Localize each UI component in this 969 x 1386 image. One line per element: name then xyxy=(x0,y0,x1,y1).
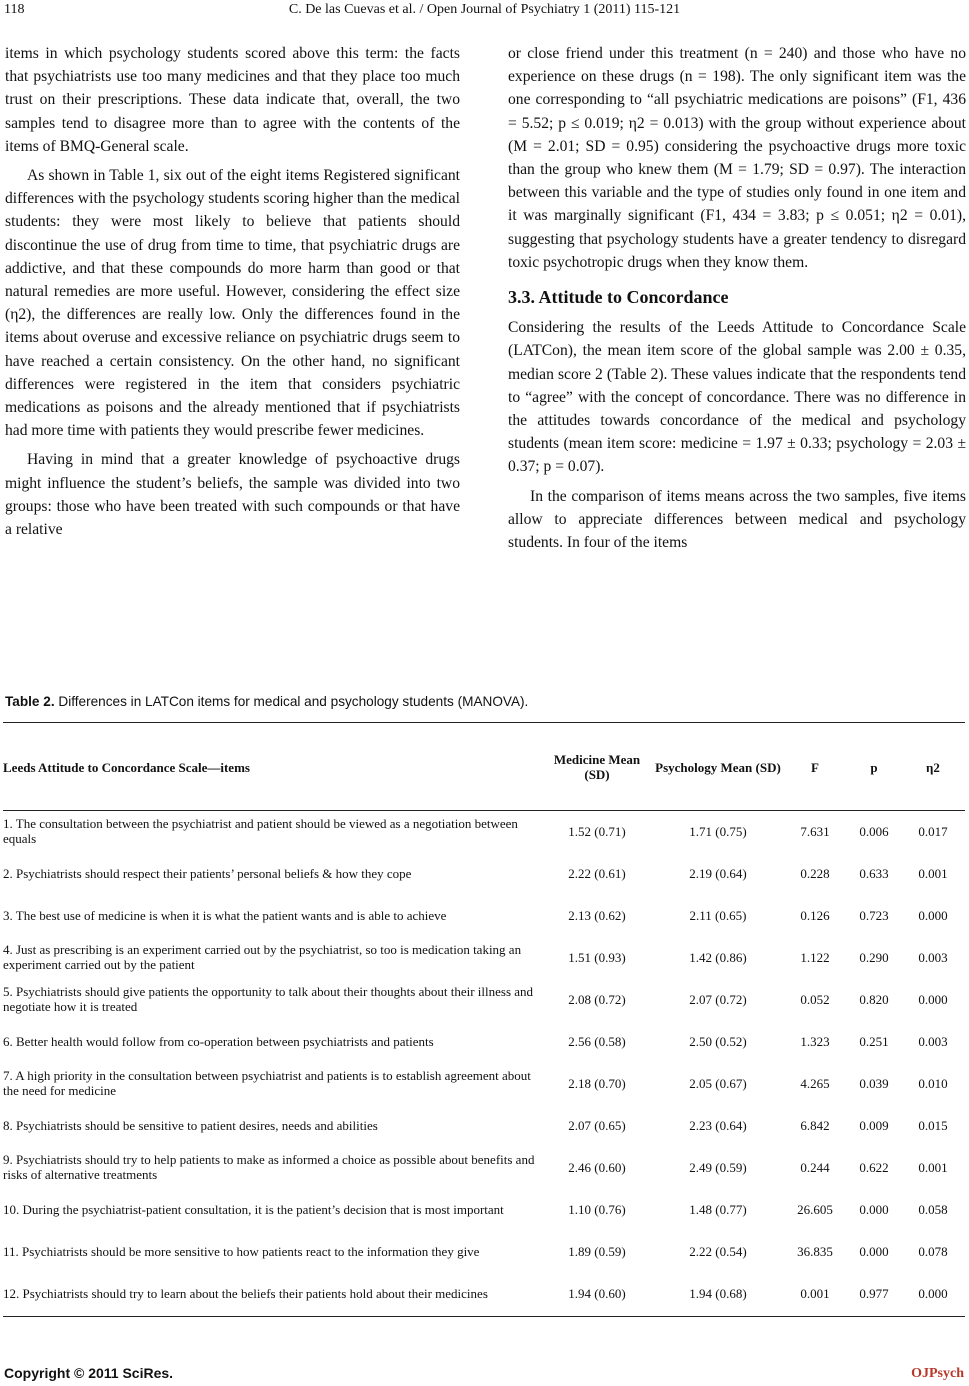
table-row xyxy=(3,1146,965,1188)
cell-f-value: 1.323 xyxy=(800,1033,830,1049)
table-body xyxy=(3,810,965,1314)
cell-psychology-mean: 1.48 (0.77) xyxy=(689,1201,747,1217)
cell-f-value: 36.835 xyxy=(797,1243,833,1259)
right-paragraph-2: Considering the results of the Leeds Attitude to Concordance Scale (LATCon), the mean item score of the global sample was 2.00 ± 0.35, median score 2 (Table 2). These values indicate that the respondents tend to “agree” with the concept of concordance. There was no difference in the attitudes towards concordance of the medical and psychology students (mean item score: medicine = 1.97 ± 0.33; psychology = 2.03 ± 0.37; p = 0.07). xyxy=(508,319,966,476)
left-paragraph-1: items in which psychology students scored above this term: the facts that psychiatrists use too many medicines and that they place too much trust on their prescriptions. These data indicate that, overall, the two samples tend to disagree more than to agree with the contents of the items of BMQ-General scale. xyxy=(5,45,460,155)
cell-eta-squared: 0.000 xyxy=(918,991,948,1007)
cell-item: 7. A high priority in the consultation between psychiatrist and patients is to establish agreement about the need for medicine xyxy=(3,1068,531,1098)
table-row xyxy=(3,1104,965,1146)
cell-p-value: 0.977 xyxy=(859,1285,889,1301)
cell-psychology-mean: 1.71 (0.75) xyxy=(689,823,747,839)
cell-medicine-mean: 2.18 (0.70) xyxy=(568,1075,626,1091)
cell-f-value: 0.244 xyxy=(800,1159,830,1175)
running-head: C. De las Cuevas et al. / Open Journal of Psychiatry 1 (2011) 115-121 xyxy=(288,2,681,17)
right-paragraph-1: or close friend under this treatment (n = 240) and those who have no experience on these drugs (n = 198). The only significant item was the one corresponding to “all psychiatric medications are poisons” (F1, 436 = 5.52; p ≤ 0.019; η2 = 0.013) with the group without experience about (M = 2.01; SD = 0.95) considering the psychoactive drugs more toxic than the group who knew them (M = 1.79; SD = 0.97). The interaction between this variable and the type of studies only found in one item and it was marginally significant (F1, 434 = 3.83; p ≤ 0.051; η2 = 0.01), suggesting that psychology students have a greater tendency to disregard toxic psychotropic drugs when they know them. xyxy=(508,45,966,271)
table-row xyxy=(3,1188,965,1230)
cell-p-value: 0.009 xyxy=(859,1117,889,1133)
cell-p-value: 0.723 xyxy=(859,907,889,923)
table-row xyxy=(3,978,965,1020)
cell-f-value: 6.842 xyxy=(800,1117,830,1133)
table-row xyxy=(3,894,965,936)
cell-eta-squared: 0.001 xyxy=(918,1159,948,1175)
cell-item: 6. Better health would follow from co-operation between psychiatrists and patients xyxy=(3,1033,434,1049)
cell-psychology-mean: 2.07 (0.72) xyxy=(689,991,747,1007)
cell-eta-squared: 0.078 xyxy=(918,1243,948,1259)
table-row xyxy=(3,852,965,894)
cell-p-value: 0.039 xyxy=(859,1075,889,1091)
cell-medicine-mean: 2.07 (0.65) xyxy=(568,1117,626,1133)
cell-item: 3. The best use of medicine is when it is what the patient wants and is able to achieve xyxy=(3,907,447,923)
cell-eta-squared: 0.000 xyxy=(918,907,948,923)
cell-p-value: 0.000 xyxy=(859,1243,889,1259)
cell-eta-squared: 0.015 xyxy=(918,1117,948,1133)
header-psychology: Psychology Mean (SD) xyxy=(655,759,781,775)
cell-medicine-mean: 1.51 (0.93) xyxy=(568,949,626,965)
cell-medicine-mean: 1.52 (0.71) xyxy=(568,823,626,839)
section-heading: 3.3. Attitude to Concordance xyxy=(508,287,729,308)
table-caption-label: Table 2. xyxy=(5,694,55,709)
cell-psychology-mean: 2.22 (0.54) xyxy=(689,1243,747,1259)
left-paragraph-2: As shown in Table 1, six out of the eight items Registered significant differences with the psychology students scoring higher than the medical students: they were most likely to believe that patients should discontinue the use of drug from time to time, that psychiatric drugs are addictive, and that these compounds do more harm than good or that natural remedies are more useful. However, considering the effect size (η2), the differences are really low. Only the differences found in the items about overuse and excessive reliance on psychiatric drugs seem to have reached a certain consistency. On the other hand, no significant differences were registered in the item that considers psychiatric medications as poisons and the already mentioned that if psychiatrists had more time with patients they would prescribe fewer medicines. xyxy=(5,167,460,440)
header-items: Leeds Attitude to Concordance Scale—items xyxy=(3,759,250,775)
cell-f-value: 26.605 xyxy=(797,1201,833,1217)
table-caption-text: Differences in LATCon items for medical and psychology students (MANOVA). xyxy=(58,694,529,709)
table-row xyxy=(3,1062,965,1104)
table-row xyxy=(3,810,965,852)
cell-psychology-mean: 2.19 (0.64) xyxy=(689,865,747,881)
table-top-rule xyxy=(3,722,965,723)
cell-item: 9. Psychiatrists should try to help patients to make as informed a choice as possible about benefits and risks of alternative treatments xyxy=(3,1152,535,1182)
cell-medicine-mean: 2.13 (0.62) xyxy=(568,907,626,923)
cell-medicine-mean: 2.08 (0.72) xyxy=(568,991,626,1007)
cell-f-value: 1.122 xyxy=(800,949,830,965)
copyright-notice: Copyright © 2011 SciRes. xyxy=(4,1365,174,1381)
table-header-rule xyxy=(3,810,965,811)
page-header xyxy=(0,0,969,30)
cell-item: 12. Psychiatrists should try to learn about the beliefs their patients hold about their medicines xyxy=(3,1285,488,1301)
cell-psychology-mean: 1.94 (0.68) xyxy=(689,1285,747,1301)
cell-medicine-mean: 2.46 (0.60) xyxy=(568,1159,626,1175)
header-medicine: Medicine Mean (SD) xyxy=(553,752,641,782)
cell-psychology-mean: 2.49 (0.59) xyxy=(689,1159,747,1175)
left-column xyxy=(5,42,460,541)
table-row xyxy=(3,1020,965,1062)
table-caption xyxy=(5,694,965,709)
cell-psychology-mean: 2.11 (0.65) xyxy=(689,907,747,923)
cell-p-value: 0.000 xyxy=(859,1201,889,1217)
table-bottom-rule xyxy=(3,1316,965,1317)
cell-medicine-mean: 2.56 (0.58) xyxy=(568,1033,626,1049)
table-row xyxy=(3,1230,965,1272)
cell-eta-squared: 0.010 xyxy=(918,1075,948,1091)
table-row xyxy=(3,936,965,978)
cell-item: 1. The consultation between the psychiatrist and patient should be viewed as a negotiation between equals xyxy=(3,816,518,846)
table-header-row xyxy=(3,724,965,810)
cell-p-value: 0.251 xyxy=(859,1033,889,1049)
cell-eta-squared: 0.001 xyxy=(918,865,948,881)
cell-medicine-mean: 1.89 (0.59) xyxy=(568,1243,626,1259)
header-p: p xyxy=(870,759,878,775)
right-column xyxy=(508,42,966,554)
cell-psychology-mean: 2.05 (0.67) xyxy=(689,1075,747,1091)
cell-p-value: 0.290 xyxy=(859,949,889,965)
cell-f-value: 0.001 xyxy=(800,1285,830,1301)
cell-item: 4. Just as prescribing is an experiment carried out by the psychiatrist, so too is medication taking an experiment carried out by the patient xyxy=(3,942,522,972)
journal-abbrev: OJPsych xyxy=(911,1366,964,1381)
cell-eta-squared: 0.003 xyxy=(918,1033,948,1049)
cell-item: 8. Psychiatrists should be sensitive to patient desires, needs and abilities xyxy=(3,1117,378,1133)
header-eta: η2 xyxy=(926,759,940,775)
cell-p-value: 0.633 xyxy=(859,865,889,881)
cell-f-value: 7.631 xyxy=(800,823,830,839)
cell-f-value: 4.265 xyxy=(800,1075,830,1091)
cell-eta-squared: 0.017 xyxy=(918,823,948,839)
cell-eta-squared: 0.058 xyxy=(918,1201,948,1217)
cell-p-value: 0.006 xyxy=(859,823,889,839)
cell-medicine-mean: 1.94 (0.60) xyxy=(568,1285,626,1301)
cell-item: 5. Psychiatrists should give patients the opportunity to talk about their thoughts about their illness and negotiate how it is treated xyxy=(3,984,534,1014)
header-f: F xyxy=(811,759,819,775)
latcon-table xyxy=(3,724,965,1314)
page-number: 118 xyxy=(4,2,25,17)
cell-medicine-mean: 1.10 (0.76) xyxy=(568,1201,626,1217)
right-paragraph-3: In the comparison of items means across the two samples, five items allow to appreciate differences between medical and psychology students. In four of the items xyxy=(508,487,966,552)
cell-item: 11. Psychiatrists should be more sensitive to how patients react to the information they give xyxy=(3,1243,480,1259)
cell-item: 10. During the psychiatrist-patient consultation, it is the patient’s decision that is most important xyxy=(3,1201,504,1217)
cell-f-value: 0.126 xyxy=(800,907,830,923)
cell-p-value: 0.820 xyxy=(859,991,889,1007)
cell-eta-squared: 0.003 xyxy=(918,949,948,965)
cell-eta-squared: 0.000 xyxy=(918,1285,948,1301)
cell-p-value: 0.622 xyxy=(859,1159,889,1175)
table-row xyxy=(3,1272,965,1314)
cell-medicine-mean: 2.22 (0.61) xyxy=(568,865,626,881)
cell-psychology-mean: 2.23 (0.64) xyxy=(689,1117,747,1133)
cell-f-value: 0.228 xyxy=(800,865,830,881)
cell-psychology-mean: 2.50 (0.52) xyxy=(689,1033,747,1049)
cell-psychology-mean: 1.42 (0.86) xyxy=(689,949,747,965)
left-paragraph-3: Having in mind that a greater knowledge of psychoactive drugs might influence the student’s beliefs, the sample was divided into two groups: those who have been treated with such compounds or that have a relative xyxy=(5,451,460,539)
cell-f-value: 0.052 xyxy=(800,991,830,1007)
cell-item: 2. Psychiatrists should respect their patients’ personal beliefs & how they cope xyxy=(3,865,412,881)
